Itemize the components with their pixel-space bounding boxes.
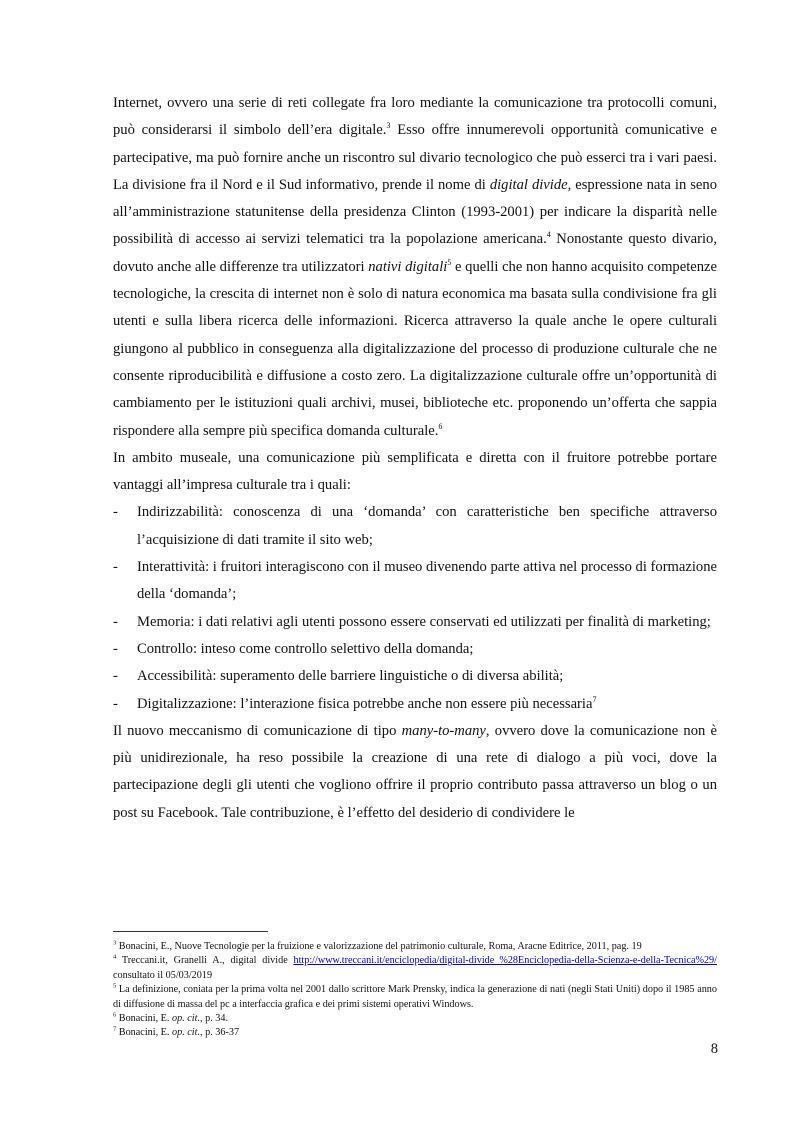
footnote-italic: op. cit. <box>172 1013 201 1025</box>
footnote-text: , p. 36-37 <box>200 1027 240 1039</box>
footnote-5 <box>113 983 717 1012</box>
dash-bullet: - <box>113 668 118 685</box>
dash-bullet: - <box>113 504 118 521</box>
footnote-number: 5 <box>113 982 117 990</box>
footnote-number: 3 <box>113 939 117 947</box>
paragraph-text: Nonostante questo divario, dovuto anche alle differenze tra utilizzatori <box>113 231 717 275</box>
dash-bullet: - <box>113 559 118 576</box>
advantages-list <box>113 499 717 717</box>
dash-bullet: - <box>113 613 118 630</box>
footnote-ref-3[interactable]: 3 <box>386 121 391 131</box>
footnote-7 <box>113 1026 717 1040</box>
list-item-text: Interattività: i fruitori interagiscono con il museo divenendo parte attiva nel processo di formazione della ‘domanda’; <box>137 559 717 603</box>
dash-bullet: - <box>113 695 118 712</box>
footnote-ref-6[interactable]: 6 <box>438 421 443 431</box>
treccani-link[interactable]: http://www.treccani.it/enciclopedia/digital-divide_%28Enciclopedia-della-Scienza-e-della-Tecnica%29/ <box>293 955 717 967</box>
list-item-text: Indirizzabilità: conoscenza di una ‘domanda’ con caratteristiche ben specifiche attraverso l’acquisizione di dati tramite il sito web; <box>137 504 717 548</box>
footnote-ref-4[interactable]: 4 <box>546 230 551 240</box>
list-item-text: Accessibilità: superamento delle barriere linguistiche o di diversa abilità; <box>137 668 564 685</box>
list-item <box>113 609 717 636</box>
paragraph-text: , ovvero dove la comunicazione non è più unidirezionale, ha reso possibile la creazione di una rete di dialogo a più voci, dove la partecipazione degli gli utenti che vogliono offrire il proprio contributo passa attraverso un blog o un post su Facebook. Tale contribuzione, è l’effetto del desiderio di condividere le <box>113 722 717 821</box>
footnote-text: consultato il 05/03/2019 <box>113 969 213 981</box>
footnote-ref-5[interactable]: 5 <box>447 257 452 267</box>
list-item-text: Digitalizzazione: l’interazione fisica potrebbe anche non essere più necessaria <box>137 695 593 712</box>
footnote-number: 7 <box>113 1026 117 1034</box>
paragraph-many-to-many <box>113 718 717 827</box>
term-nativi-digitali: nativi digitali <box>368 258 448 275</box>
paragraph-text: e quelli che non hanno acquisito competenze tecnologiche, la crescita di internet non è solo di natura economica ma basata sulla condivisione fra gli utenti e sulla libera ricerca delle informazioni. Ricerca attraverso la quale anche le opere culturali giungono al pubblico in conseguenza alla digitalizzazione del processo di produzione culturale che ne consente riproducibilità e diffusione a costo zero. La digitalizzazione culturale offre un’opportunità di cambiamento per le istituzioni quali archivi, musei, biblioteche etc. proponendo un’offerta che sappia rispondere alla sempre più specifica domanda culturale. <box>113 258 717 439</box>
paragraph-text: Esso offre innumerevoli opportunità comunicative e partecipative, ma può fornire anche un riscontro sul divario tecnologico che può esserci tra i vari paesi. La divisione fra il Nord e il Sud informativo, prende il nome di <box>113 122 717 193</box>
footnote-4 <box>113 954 717 983</box>
footnote-text: Treccani.it, Granelli A., digital divide <box>116 955 294 967</box>
body-text <box>113 90 717 827</box>
footnote-separator <box>113 931 268 932</box>
list-item <box>113 691 717 718</box>
footnote-number: 6 <box>113 1011 117 1019</box>
footnote-text: Bonacini, E. <box>116 1013 172 1025</box>
list-item-text: Controllo: inteso come controllo selettivo della domanda; <box>137 640 474 657</box>
paragraph-text: Il nuovo meccanismo di comunicazione di tipo <box>113 722 402 739</box>
footnote-ref-7[interactable]: 7 <box>592 694 597 704</box>
paragraph-ambito-museale: In ambito museale, una comunicazione più semplificata e diretta con il fruitore potrebbe portare vantaggi all’impresa culturale tra i quali: <box>113 449 717 494</box>
term-many-to-many: many-to-many <box>401 722 486 739</box>
dash-bullet: - <box>113 640 118 657</box>
page-number: 8 <box>710 1041 718 1057</box>
footnote-text: Bonacini, E., Nuove Tecnologie per la fruizione e valorizzazione del patrimonio culturale, Roma, Aracne Editrice, 2011, pag. 19 <box>116 941 642 952</box>
footnotes <box>113 940 717 1041</box>
list-item <box>113 663 717 690</box>
footnote-italic: op. cit. <box>172 1027 201 1039</box>
paragraph-text: Internet, ovvero una serie di reti collegate fra loro mediante la comunicazione tra protocolli comuni, può considerarsi il simbolo dell’era digitale. <box>113 95 717 139</box>
paragraph-text: espressione nata in seno all’amministrazione statunitense della presidenza Clinton (1993-2001) per indicare la disparità nelle possibilità di accesso ai servizi telematici tra la popolazione americana. <box>113 176 718 248</box>
list-item-text: Memoria: i dati relativi agli utenti possono essere conservati ed utilizzati per finalità di marketing; <box>137 613 711 630</box>
footnote-text: Bonacini, E. <box>116 1027 172 1039</box>
list-item <box>113 499 717 554</box>
paragraph-internet <box>113 90 717 445</box>
term-digital-divide: digital divide, <box>489 176 572 193</box>
list-item <box>113 636 717 663</box>
footnote-6 <box>113 1012 717 1026</box>
footnote-text: , p. 34. <box>200 1013 229 1025</box>
footnote-3 <box>113 940 717 954</box>
footnote-number: 4 <box>113 954 117 962</box>
footnote-text: La definizione, coniata per la prima volta nel 2001 dallo scrittore Mark Prensky, indica la generazione di nati (negli Stati Uniti) dopo il 1985 anno di diffusione di massa del pc a interfaccia grafica e dei primi sistemi operativi Windows. <box>113 984 717 1010</box>
list-item <box>113 554 717 609</box>
